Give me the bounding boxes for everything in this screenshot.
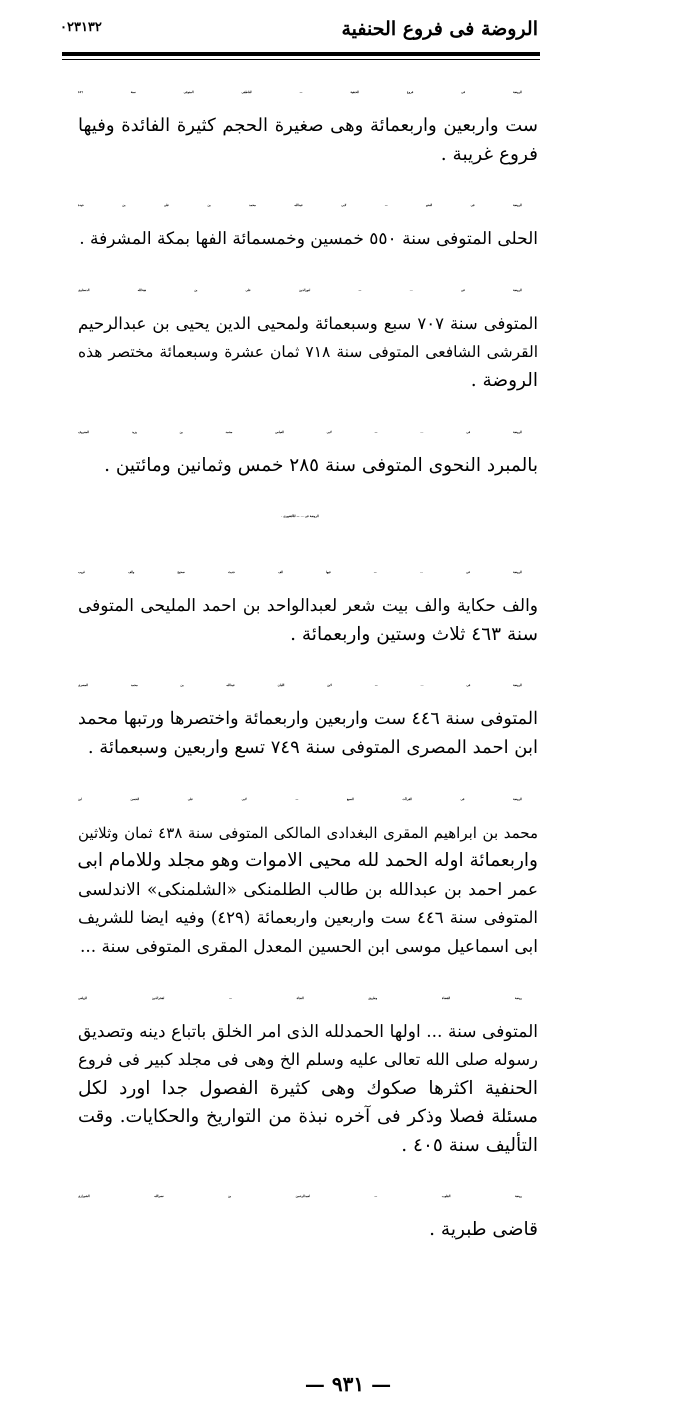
entry-heading-line: الروضة فى ... — لنورالدين على بن هبةالله الدستاوى xyxy=(78,287,522,292)
running-title: الروضة فى فروع الحنفية xyxy=(341,18,538,40)
bibliography-entry xyxy=(78,185,538,254)
entry-text-line: واربعمائة اوله الحمد لله محيى الاموات وهو مجلد وللامام ابى xyxy=(77,850,538,872)
bibliography-entry xyxy=(78,552,538,649)
entry-text-line: المتوفى سنة ٤٤٦ ست واربعين واربعمائة (٤٢٩) وفيه ايضا للشريف xyxy=(78,908,538,928)
entry-heading-line: الروضة فى ... — فيها الف حديث صحيح والف غريب xyxy=(78,570,522,575)
entry-text-line: رسوله صلى الله تعالى عليه وسلم الخ وهى فى مجلد كبير فى فروع xyxy=(78,1050,538,1070)
bibliography-entry xyxy=(78,72,538,169)
entry-text-line: الروضة . xyxy=(470,369,538,391)
bibliography-entry xyxy=(78,1176,538,1245)
entry-text-line: والف حكاية والف بيت شعر لعبدالواحد بن احمد المليحى المتوفى xyxy=(78,596,538,617)
entry-heading-line: الروضة فى النحو — لابى عبدالله محمد بن على بن حيدة xyxy=(78,203,522,208)
bibliography-entry xyxy=(78,270,538,396)
entry-text-line: المتوفى سنة ٤٤٦ ست واربعين واربعمائة واختصرها ورتبها محمد xyxy=(78,709,538,730)
entry-heading-line: الروضة فى ... — لابى العباس محمد بن يزيد المعروف xyxy=(78,429,522,434)
entry-text-line: ابى اسماعيل موسى ابن الحسين المعدل المقرى المتوفى سنة ... xyxy=(79,936,538,957)
entry-text-line: قاضى طبرية . xyxy=(429,1219,538,1241)
entries-list xyxy=(78,72,538,1261)
entry-text-line: فروع غريبة . xyxy=(440,143,538,165)
entry-text-line: مسئلة فصلا وذكر فى آخره نبذة من التواريخ والحكايات. وقت xyxy=(78,1106,538,1128)
header-rule-thin xyxy=(62,59,540,60)
entry-heading-line: روضة القلوب — لعبدالرحمن بن نصرالله الشيرازى xyxy=(78,1194,522,1199)
entry-text-line: المتوفى سنة ... اولها الحمدلله الذى امر الخلق باتباع دينه وتصديق xyxy=(78,1021,538,1042)
entry-text-line: الحلى المتوفى سنة ٥٥٠ خمسين وخمسمائة الفها بمكة المشرفة . xyxy=(79,229,538,250)
entry-text-line: الحنفية اكثرها صكوك وهى كثيرة الفصول جدا اورد لكل xyxy=(78,1077,538,1099)
bibliography-entry xyxy=(78,665,538,762)
running-header xyxy=(60,18,538,48)
header-rule-thick xyxy=(62,52,540,56)
page-number: — ٩٣١ — xyxy=(304,1372,392,1396)
entry-text-line: القرشى الشافعى المتوفى سنة ٧١٨ ثمان عشرة وسبعمائة مختصر هذه xyxy=(78,343,538,362)
entry-heading-line: الروضة فى القراآت السبع — لابى على الحسن ابن xyxy=(78,796,522,801)
header-reference: ٠٢٣١٣٢ xyxy=(60,20,102,35)
entry-text-line: ست واربعين واربعمائة وهى صغيرة الحجم كثيرة الفائدة وفيها xyxy=(78,115,538,136)
entry-text-line: التأليف سنة ٤٠٥ . xyxy=(401,1134,538,1156)
bibliography-entry xyxy=(78,412,538,481)
entry-heading-line: الروضة فى فروع الحنفية — للناطفى المتوفى سنة ٤٤٦ xyxy=(78,90,522,94)
entry-text-line: عمر احمد بن عبدالله بن طالب الطلمنكى «الشلمنكى» الاندلسى xyxy=(78,879,538,900)
entry-heading-line: الروضة فى ... — للآقشهرى . xyxy=(281,514,319,519)
entry-text-line: سنة ٤٦٣ ثلاث وستين واربعمائة . xyxy=(290,623,538,645)
bibliography-entry xyxy=(78,496,538,536)
bibliography-entry xyxy=(78,779,538,962)
entry-heading-line: الروضة فى ... — لابن اللبان عبدالله بن محمد المصرى xyxy=(78,683,522,688)
entry-text-line: محمد بن ابراهيم المقرى البغدادى المالكى المتوفى سنة ٤٣٨ ثمان وثلاثين xyxy=(78,823,539,842)
entry-text-line: ابن احمد المصرى المتوفى سنة ٧٤٩ تسع واربعين وسبعمائة . xyxy=(87,736,538,758)
entry-text-line: بالمبرد النحوى المتوفى سنة ٢٨٥ خمس وثمانين ومائتين . xyxy=(104,454,538,476)
entry-heading-line: روضة القضاة وطريق النجاة — لفخرالدين الزيلعى xyxy=(78,995,522,1000)
bibliography-entry xyxy=(78,978,538,1161)
entry-text-line: المتوفى سنة ٧٠٧ سبع وسبعمائة ولمحيى الدين يحيى بن عبدالرحيم xyxy=(78,313,538,333)
